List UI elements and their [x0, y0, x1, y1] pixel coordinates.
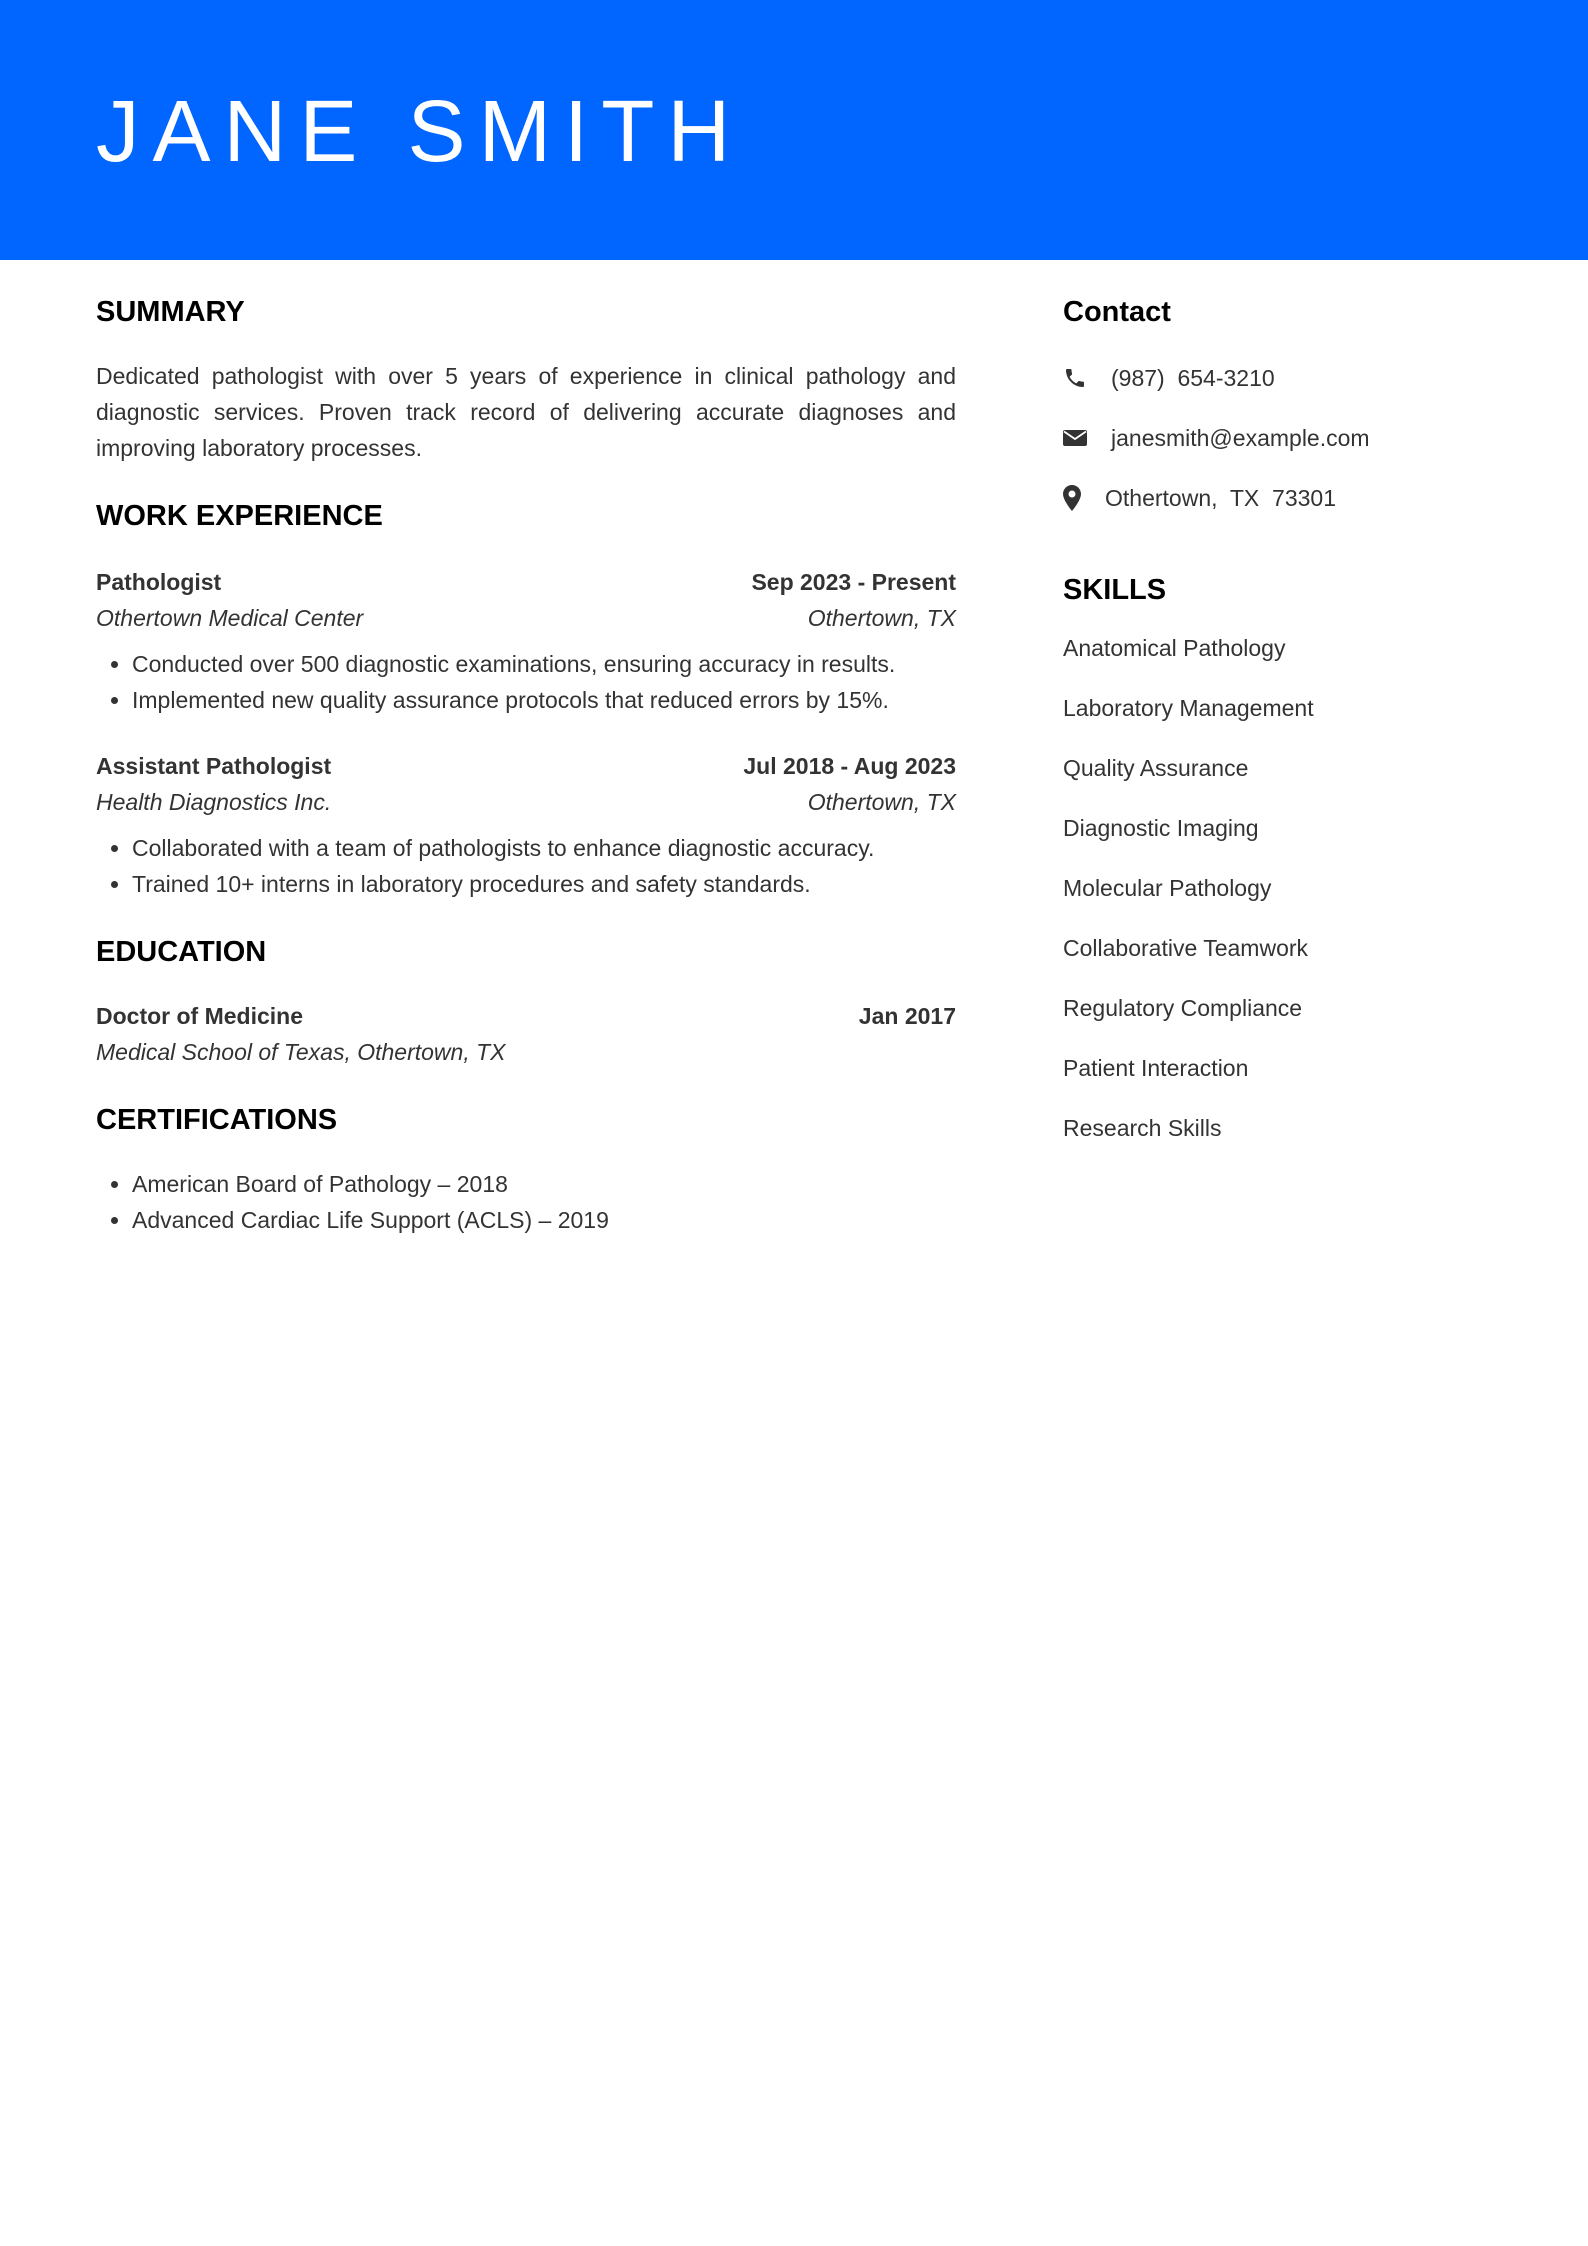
- skill-item: Diagnostic Imaging: [1063, 815, 1259, 841]
- job-title: Pathologist: [96, 569, 222, 595]
- section-heading: CERTIFICATIONS: [96, 1104, 338, 1136]
- sidebar: [1063, 294, 1493, 1170]
- job-dates: Jul 2018 - Aug 2023: [743, 753, 956, 779]
- job-location: Othertown, TX: [807, 605, 956, 631]
- skill-item: Laboratory Management: [1063, 695, 1314, 721]
- list-item: • Collaborated with a team of pathologists to enhance diagnostic accuracy.: [132, 830, 956, 866]
- contact-phone: [1063, 360, 1493, 396]
- map-pin-icon: [1063, 485, 1085, 511]
- education-section: [96, 934, 956, 1070]
- list-item: • Advanced Cardiac Life Support (ACLS) – 2019: [132, 1202, 956, 1238]
- job-location: Othertown, TX: [807, 789, 956, 815]
- list-item: • American Board of Pathology – 2018: [132, 1166, 956, 1202]
- job-dates: Sep 2023 - Present: [751, 569, 956, 595]
- section-heading: EDUCATION: [96, 936, 267, 968]
- contact-email: [1063, 420, 1493, 456]
- summary-section: [96, 294, 956, 466]
- job-bullets: [96, 646, 956, 718]
- job-entry: [96, 748, 956, 902]
- degree: Doctor of Medicine: [96, 1003, 304, 1029]
- skill-item: Regulatory Compliance: [1063, 995, 1303, 1021]
- header-banner: [0, 0, 1588, 260]
- contact-location: [1063, 480, 1493, 516]
- skill-item: Patient Interaction: [1063, 1055, 1249, 1081]
- contact-section: [1063, 294, 1493, 516]
- section-heading: SKILLS: [1063, 574, 1167, 606]
- main-column: [96, 294, 956, 1238]
- job-company: Health Diagnostics Inc.: [96, 789, 332, 815]
- phone-icon: [1063, 365, 1089, 391]
- job-title: Assistant Pathologist: [96, 753, 332, 779]
- school: Medical School of Texas, Othertown, TX: [96, 1039, 506, 1065]
- certifications-section: [96, 1102, 956, 1238]
- skill-item: Anatomical Pathology: [1063, 635, 1286, 661]
- skill-list: [1063, 630, 1493, 1146]
- education-date: Jan 2017: [858, 1003, 956, 1029]
- list-item: • Implemented new quality assurance protocols that reduced errors by 15%.: [132, 682, 956, 718]
- section-heading: SUMMARY: [96, 296, 245, 328]
- candidate-name: JANE SMITH: [96, 83, 744, 180]
- email-address: janesmith@example.com: [1111, 424, 1370, 451]
- phone-number: (987) 654-3210: [1111, 364, 1275, 391]
- list-item: • Trained 10+ interns in laboratory procedures and safety standards.: [132, 866, 956, 902]
- location-text: Othertown, TX 73301: [1105, 484, 1336, 511]
- job-bullets: [96, 830, 956, 902]
- skill-item: Research Skills: [1063, 1115, 1222, 1141]
- section-heading: Contact: [1063, 296, 1171, 328]
- skill-item: Quality Assurance: [1063, 755, 1249, 781]
- list-item: • Conducted over 500 diagnostic examinations, ensuring accuracy in results.: [132, 646, 956, 682]
- summary-text: Dedicated pathologist with over 5 years of experience in clinical pathology and diagnostic services. Proven track record of delivering accurate diagnoses and improving laboratory processes.: [96, 363, 956, 461]
- skill-item: Collaborative Teamwork: [1063, 935, 1309, 961]
- job-entry: [96, 564, 956, 718]
- section-heading: WORK EXPERIENCE: [96, 500, 383, 532]
- skills-section: [1063, 572, 1493, 1146]
- envelope-icon: [1063, 425, 1089, 451]
- work-experience-section: [96, 498, 956, 902]
- certification-list: [96, 1166, 956, 1238]
- skill-item: Molecular Pathology: [1063, 875, 1272, 901]
- job-company: Othertown Medical Center: [96, 605, 364, 631]
